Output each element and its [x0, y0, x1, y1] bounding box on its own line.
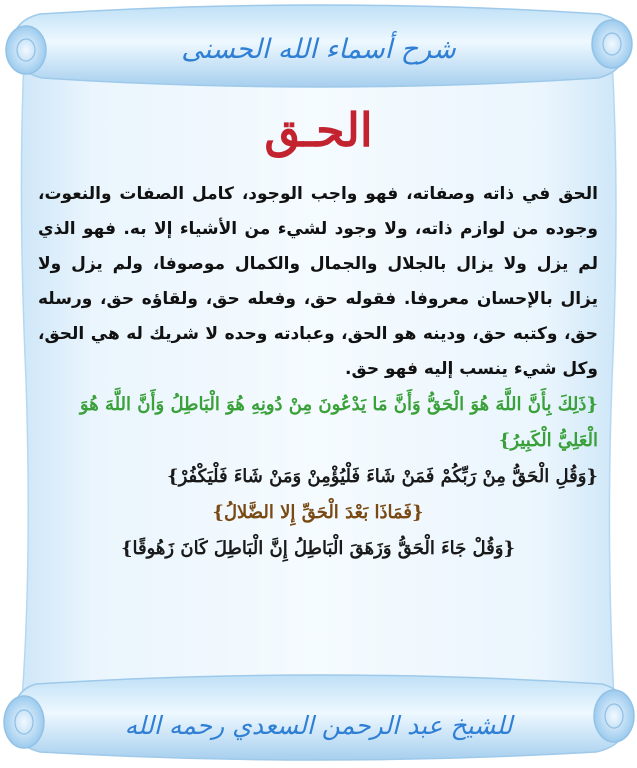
quran-verse-1: {ذَلِكَ بِأَنَّ اللَّهَ هُوَ الْحَقُّ وَأَنَّ مَا يَدْعُونَ مِنْ دُونِهِ هُوَ الْبَاطِلُ وَأَنَّ اللَّهَ هُوَ الْعَلِيُّ الْكَبِيرُ}: [79, 394, 598, 451]
quran-verse-3: {فَمَاذَا بَعْدَ الْحَقِّ إِلا الضَّلالُ}: [212, 502, 424, 523]
quran-verse-2: {وَقُلِ الْحَقُّ مِنْ رَبِّكُمْ فَمَنْ شَاءَ فَلْيُؤْمِنْ وَمَنْ شَاءَ فَلْيَكْفُرْ}: [167, 466, 598, 487]
content-area: [38, 177, 598, 567]
scroll-top-right-curl: [592, 20, 632, 68]
author-credit: للشيخ عبد الرحمن السعدي رحمه الله: [124, 711, 513, 740]
scroll-bottom-right-curl: [594, 690, 634, 742]
quran-verse-4: {وَقُلْ جَاءَ الْحَقُّ وَزَهَقَ الْبَاطِلُ إِنَّ الْبَاطِلَ كَانَ زَهُوقًا}: [120, 538, 516, 559]
explanation-paragraph: الحق في ذاته وصفاته، فهو واجب الوجود، كامل الصفات والنعوت، وجوده من لوازم ذاته، ولا وجود لشيء من الأشياء إلا به. فهو الذي لم يزل ولا يزال بالجلال والجمال والكمال موصوفا، ولم يزل ولا يزال بالإحسان معروفا. فقوله حق، وفعله حق، ولقاؤه حق، ورسله حق، وكتبه حق، ودينه هو الحق، وعبادته وحده لا شريك له هي الحق، وكل شيء ينسب إليه فهو حق.: [38, 184, 598, 379]
scroll-top-left-curl: [6, 26, 46, 74]
scroll-bottom-left-curl: [4, 696, 44, 748]
page-title: شرح أسماء الله الحسنى: [181, 34, 456, 65]
name-heading: الحـق: [264, 103, 373, 157]
